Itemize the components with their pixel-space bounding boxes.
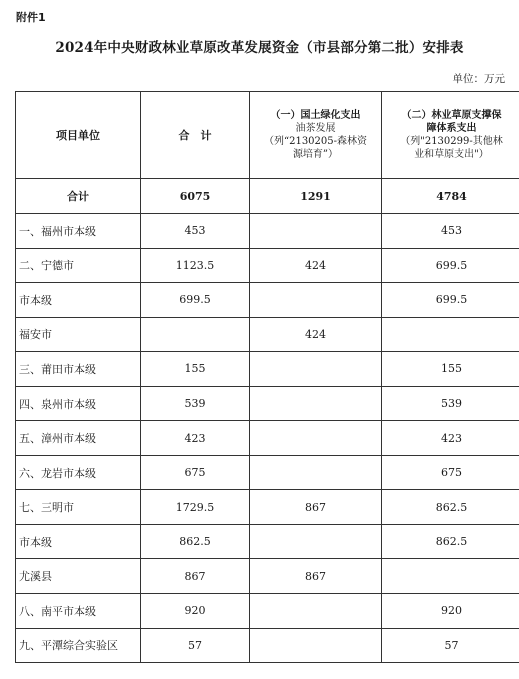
- header-support-title1: （二）林业草原支撑保: [401, 110, 502, 121]
- table-row: [16, 283, 519, 318]
- row-support: 862.5: [382, 490, 519, 525]
- row-name: 二、宁德市: [16, 248, 141, 283]
- table-row: [16, 248, 519, 283]
- row-greening: [250, 421, 382, 456]
- row-total: 57: [141, 628, 250, 663]
- attachment-label: 附件1: [16, 11, 46, 24]
- table-row: [16, 214, 519, 249]
- table-row: [16, 317, 519, 352]
- row-greening: 424: [250, 248, 382, 283]
- total-row-total: 6075: [141, 179, 250, 214]
- header-total: 合 计: [141, 92, 250, 179]
- row-name: 六、龙岩市本级: [16, 455, 141, 490]
- row-name: 尤溪县: [16, 559, 141, 594]
- row-support: 155: [382, 352, 519, 387]
- table-row: [16, 386, 519, 421]
- row-greening: [250, 386, 382, 421]
- document-title: 2024年中央财政林业草原改革发展资金（市县部分第二批）安排表: [55, 40, 464, 56]
- total-row-name: 合计: [16, 179, 141, 214]
- row-greening: [250, 524, 382, 559]
- row-greening: 424: [250, 317, 382, 352]
- header-greening-title: （一）国土绿化支出: [270, 110, 361, 121]
- row-name: 市本级: [16, 524, 141, 559]
- header-support-expense: [382, 92, 519, 179]
- table-row: [16, 559, 519, 594]
- row-total: [141, 317, 250, 352]
- table-row: [16, 455, 519, 490]
- row-support: [382, 317, 519, 352]
- header-project-unit: 项目单位: [16, 92, 141, 179]
- header-greening-sub1: 油茶发展: [295, 123, 336, 134]
- table-row: [16, 421, 519, 456]
- header-support-title2: 障体系支出: [426, 123, 477, 134]
- row-greening: [250, 628, 382, 663]
- row-total: 1123.5: [141, 248, 250, 283]
- row-name: 九、平潭综合实验区: [16, 628, 141, 663]
- row-support: 57: [382, 628, 519, 663]
- table-row: [16, 352, 519, 387]
- row-support: [382, 559, 519, 594]
- row-support: 699.5: [382, 248, 519, 283]
- row-greening: [250, 594, 382, 629]
- header-support-sub2: 业和草原支出"）: [414, 149, 489, 160]
- row-total: 423: [141, 421, 250, 456]
- header-greening-sub3: 源培育”）: [292, 149, 339, 160]
- row-total: 862.5: [141, 524, 250, 559]
- row-total: 539: [141, 386, 250, 421]
- row-greening: 867: [250, 559, 382, 594]
- row-total: 867: [141, 559, 250, 594]
- row-greening: [250, 283, 382, 318]
- row-support: 539: [382, 386, 519, 421]
- row-name: 福安市: [16, 317, 141, 352]
- row-greening: [250, 214, 382, 249]
- row-total: 920: [141, 594, 250, 629]
- table-row: [16, 524, 519, 559]
- table-row: [16, 594, 519, 629]
- row-support: 699.5: [382, 283, 519, 318]
- row-name: 四、泉州市本级: [16, 386, 141, 421]
- row-support: 423: [382, 421, 519, 456]
- total-row: [16, 179, 519, 214]
- header-greening-expense: [250, 92, 382, 179]
- row-name: 五、漳州市本级: [16, 421, 141, 456]
- header-greening-sub2: （列“2130205-森林资: [263, 136, 368, 147]
- row-support: 862.5: [382, 524, 519, 559]
- table-row: [16, 490, 519, 525]
- header-support-sub1: （列"2130299-其他林: [400, 136, 503, 147]
- row-total: 453: [141, 214, 250, 249]
- total-row-support: 4784: [382, 179, 519, 214]
- row-support: 675: [382, 455, 519, 490]
- row-total: 155: [141, 352, 250, 387]
- row-total: 675: [141, 455, 250, 490]
- row-name: 八、南平市本级: [16, 594, 141, 629]
- row-name: 七、三明市: [16, 490, 141, 525]
- row-total: 1729.5: [141, 490, 250, 525]
- row-support: 920: [382, 594, 519, 629]
- row-total: 699.5: [141, 283, 250, 318]
- allocation-table: [15, 91, 519, 663]
- table-row: [16, 628, 519, 663]
- unit-label: 单位：万元: [452, 73, 505, 85]
- row-greening: 867: [250, 490, 382, 525]
- row-name: 市本级: [16, 283, 141, 318]
- row-name: 三、莆田市本级: [16, 352, 141, 387]
- total-row-greening: 1291: [250, 179, 382, 214]
- row-support: 453: [382, 214, 519, 249]
- row-name: 一、福州市本级: [16, 214, 141, 249]
- table-header-row: [16, 92, 519, 179]
- row-greening: [250, 455, 382, 490]
- row-greening: [250, 352, 382, 387]
